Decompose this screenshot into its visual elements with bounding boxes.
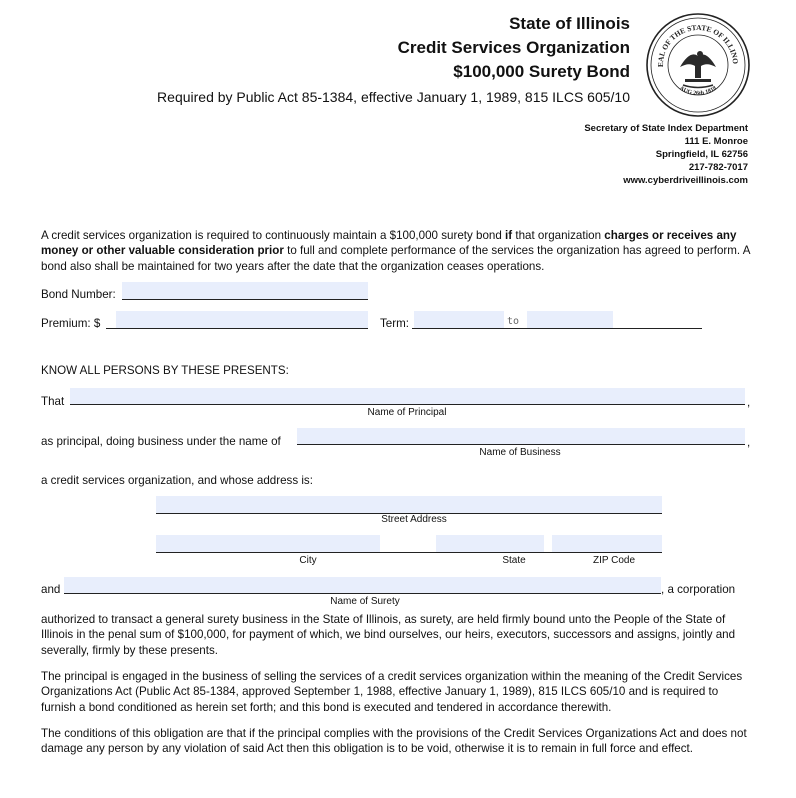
term-to-text: to: [507, 316, 520, 327]
term-end-field[interactable]: [527, 311, 613, 328]
seal-top-text: EAL OF THE STATE OF ILLINO: [655, 22, 741, 68]
state-field[interactable]: [436, 535, 544, 552]
city-input[interactable]: [156, 537, 380, 554]
zip-caption: ZIP Code: [592, 555, 636, 566]
office-web: www.cyberdriveillinois.com: [623, 175, 748, 186]
surety-name-field[interactable]: [64, 577, 661, 593]
bond-number-input[interactable]: [122, 284, 368, 301]
principal-line: [70, 404, 745, 405]
business-comma: ,: [747, 436, 751, 449]
state-seal: [645, 12, 751, 118]
title-org: Credit Services Organization: [397, 38, 630, 57]
zip-field[interactable]: [552, 535, 662, 552]
bond-number-label: Bond Number:: [41, 288, 116, 301]
know-all-heading: KNOW ALL PERSONS BY THESE PRESENTS:: [41, 364, 289, 377]
surety-caption: Name of Surety: [330, 596, 400, 607]
principal-name-field[interactable]: [70, 388, 745, 404]
office-name: Secretary of State Index Department: [584, 123, 748, 134]
dba-label: as principal, doing business under the name of: [41, 435, 281, 448]
state-input[interactable]: [436, 537, 544, 554]
premium-field[interactable]: [116, 311, 368, 328]
term-start-field[interactable]: [414, 311, 504, 328]
principal-business-paragraph: The principal is engaged in the business of selling the services of a credit services organization within the meaning of the Credit Services Organizations Act (Public Act 85-1384, approved September 1, 1988, effective January 1, 1989), 815 ILCS 605/10 and is required to furnish a bond conditioned as herein set forth; and this bond is executed and tendered in accordance therewith.: [41, 670, 743, 714]
business-caption: Name of Business: [479, 447, 561, 458]
city-state-zip-line: [156, 552, 662, 553]
office-street: 111 E. Monroe: [684, 136, 748, 147]
bond-number-line: [122, 299, 368, 300]
that-label: That: [41, 395, 65, 408]
address-label: a credit services organization, and whose address is:: [41, 474, 313, 487]
surety-line: [64, 593, 661, 594]
seal-bottom-text: AUG 26th 1818: [678, 85, 718, 97]
term-start-input[interactable]: [414, 313, 504, 330]
premium-label: Premium: $: [41, 317, 101, 330]
principal-caption: Name of Principal: [367, 407, 447, 418]
bond-number-field[interactable]: [122, 282, 368, 299]
premium-line: [106, 328, 368, 329]
term-line: [412, 328, 702, 329]
office-phone: 217-782-7017: [688, 162, 748, 173]
term-end-input[interactable]: [527, 313, 613, 330]
corporation-label: , a corporation: [661, 583, 736, 596]
and-label: and: [41, 583, 61, 596]
intro-paragraph: A credit services organization is required to continuously maintain a $100,000 surety bond if that organization charges or receives any money or other valuable consideration prior to full and complete performance of the services the organization has agreed to perform. A bond also shall be maintained for two years after the date that the organization ceases operations.: [41, 229, 750, 273]
city-field[interactable]: [156, 535, 380, 552]
office-city: Springfield, IL 62756: [655, 149, 748, 160]
title-bond: $100,000 Surety Bond: [453, 62, 630, 81]
street-caption: Street Address: [381, 514, 447, 525]
surety-paragraph: authorized to transact a general surety business in the State of Illinois, as surety, are held firmly bound unto the People of the State of Illinois in the penal sum of $100,000, for payment of which, we bind ourselves, our heirs, executors, successors and assigns, jointly and severally, firmly by these presents.: [41, 613, 736, 657]
conditions-paragraph: The conditions of this obligation are that if the principal complies with the provisions of the Credit Services Organizations Act and does not damage any person by any violation of said Act then this obligation is to be void, otherwise it is to remain in full force and effect.: [41, 727, 747, 756]
title-state: State of Illinois: [509, 14, 630, 33]
principal-comma: ,: [747, 396, 751, 409]
subtitle: Required by Public Act 85-1384, effective January 1, 1989, 815 ILCS 605/10: [157, 89, 630, 105]
business-line: [297, 444, 745, 445]
business-name-field[interactable]: [297, 428, 745, 444]
street-address-field[interactable]: [156, 496, 662, 513]
premium-input[interactable]: [116, 313, 368, 330]
state-caption: State: [502, 555, 526, 566]
office-address: [584, 122, 748, 187]
term-label: Term:: [380, 317, 409, 330]
street-address-input[interactable]: [156, 498, 662, 515]
city-caption: City: [299, 555, 317, 566]
zip-input[interactable]: [552, 537, 662, 554]
